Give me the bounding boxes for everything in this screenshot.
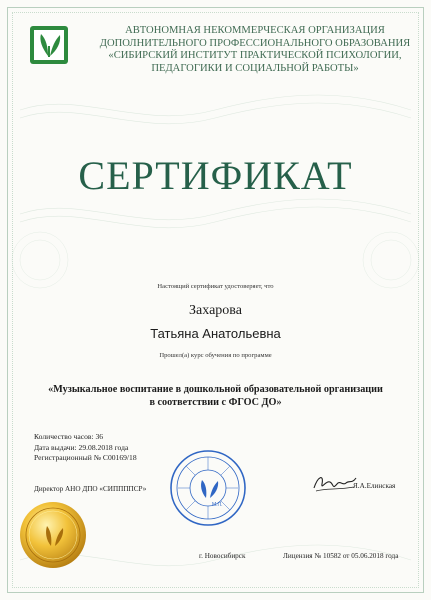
director-label: Директор АНО ДПО «СИППППСР» bbox=[34, 485, 147, 493]
leaf-icon bbox=[30, 26, 68, 64]
round-stamp bbox=[168, 448, 248, 528]
license-info: Лицензия № 10582 от 05.06.2018 года bbox=[283, 552, 399, 560]
stamp-mp-label: М.П. bbox=[212, 502, 223, 508]
registration-number: Регистрационный № С00169/18 bbox=[34, 453, 137, 462]
org-line: «СИБИРСКИЙ ИНСТИТУТ ПРАКТИЧЕСКОЙ ПСИХОЛОГИИ, bbox=[108, 50, 402, 62]
certificate-details bbox=[34, 432, 137, 464]
city: г. Новосибирск bbox=[199, 552, 246, 560]
hours: Количество часов: 36 bbox=[34, 432, 104, 441]
org-line: ДОПОЛНИТЕЛЬНОГО ПРОФЕССИОНАЛЬНОГО ОБРАЗОВАНИЯ bbox=[99, 37, 411, 49]
stamp-leaf-icon bbox=[201, 480, 206, 498]
organization-name bbox=[92, 25, 418, 75]
signer-name: Я.А.Елинская bbox=[353, 482, 396, 490]
recipient-name: Татьяна Анатольевна bbox=[150, 326, 281, 341]
certificate-title: СЕРТИФИКАТ bbox=[78, 153, 353, 198]
org-line: АВТОНОМНАЯ НЕКОММЕРЧЕСКАЯ ОРГАНИЗАЦИЯ bbox=[125, 25, 385, 36]
issue-date: Дата выдачи: 29.08.2018 года bbox=[34, 442, 129, 452]
intro-text: Настоящий сертификат удостоверяет, что bbox=[157, 283, 274, 290]
institute-logo bbox=[30, 26, 68, 64]
signature bbox=[310, 470, 358, 496]
program-line: «Музыкальное воспитание в дошкольной образовательной организации bbox=[48, 384, 383, 395]
org-line: ПЕДАГОГИКИ И СОЦИАЛЬНОЙ РАБОТЫ» bbox=[151, 62, 359, 74]
recipient-surname: Захарова bbox=[189, 303, 242, 318]
completed-text: Прошел(а) курс обучения по программе bbox=[159, 352, 272, 359]
gold-seal bbox=[18, 500, 88, 570]
program-line: в соответствии с ФГОС ДО» bbox=[149, 396, 282, 408]
program-title bbox=[40, 384, 391, 409]
